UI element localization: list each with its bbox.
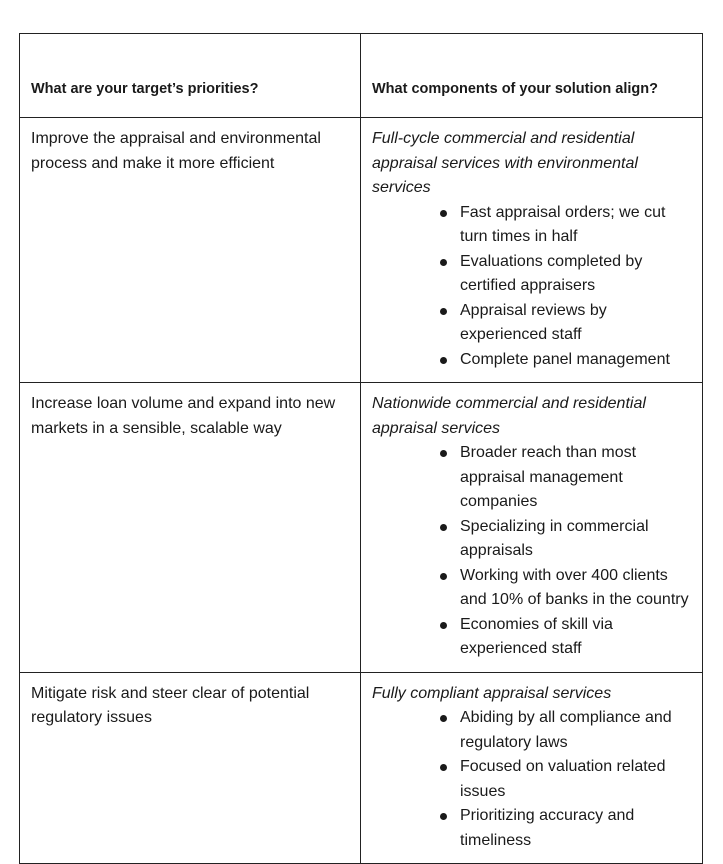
priorities-alignment-table [19,33,703,864]
bullet-list [372,706,692,853]
list-item: Specializing in commercial appraisals [372,515,692,564]
priority-cell: Mitigate risk and steer clear of potential regulatory issues [20,672,361,864]
solution-cell [361,118,703,383]
solution-cell [361,383,703,673]
table-row [20,383,703,673]
list-item: Economies of skill via experienced staff [372,613,692,662]
table-row [20,118,703,383]
list-item: Working with over 400 clients and 10% of banks in the country [372,564,692,613]
header-priorities: What are your target’s priorities? [20,34,361,118]
list-item: Evaluations completed by certified appraisers [372,250,692,299]
list-item: Broader reach than most appraisal management companies [372,441,692,515]
list-item: Appraisal reviews by experienced staff [372,299,692,348]
list-item: Prioritizing accuracy and timeliness [372,804,692,853]
list-item: Complete panel management [372,348,692,373]
bullet-list [372,441,692,662]
bullet-list [372,201,692,373]
solution-title: Fully compliant appraisal services [372,684,612,702]
list-item: Fast appraisal orders; we cut turn times in half [372,201,692,250]
list-item: Focused on valuation related issues [372,755,692,804]
solution-cell [361,672,703,864]
header-row [20,34,703,118]
priority-cell: Increase loan volume and expand into new markets in a sensible, scalable way [20,383,361,673]
list-item: Abiding by all compliance and regulatory laws [372,706,692,755]
solution-title: Nationwide commercial and residential appraisal services [372,395,646,437]
table-row [20,672,703,864]
header-components: What components of your solution align? [361,34,703,118]
solution-title: Full-cycle commercial and residential appraisal services with environmental services [372,130,638,196]
priority-cell: Improve the appraisal and environmental process and make it more efficient [20,118,361,383]
